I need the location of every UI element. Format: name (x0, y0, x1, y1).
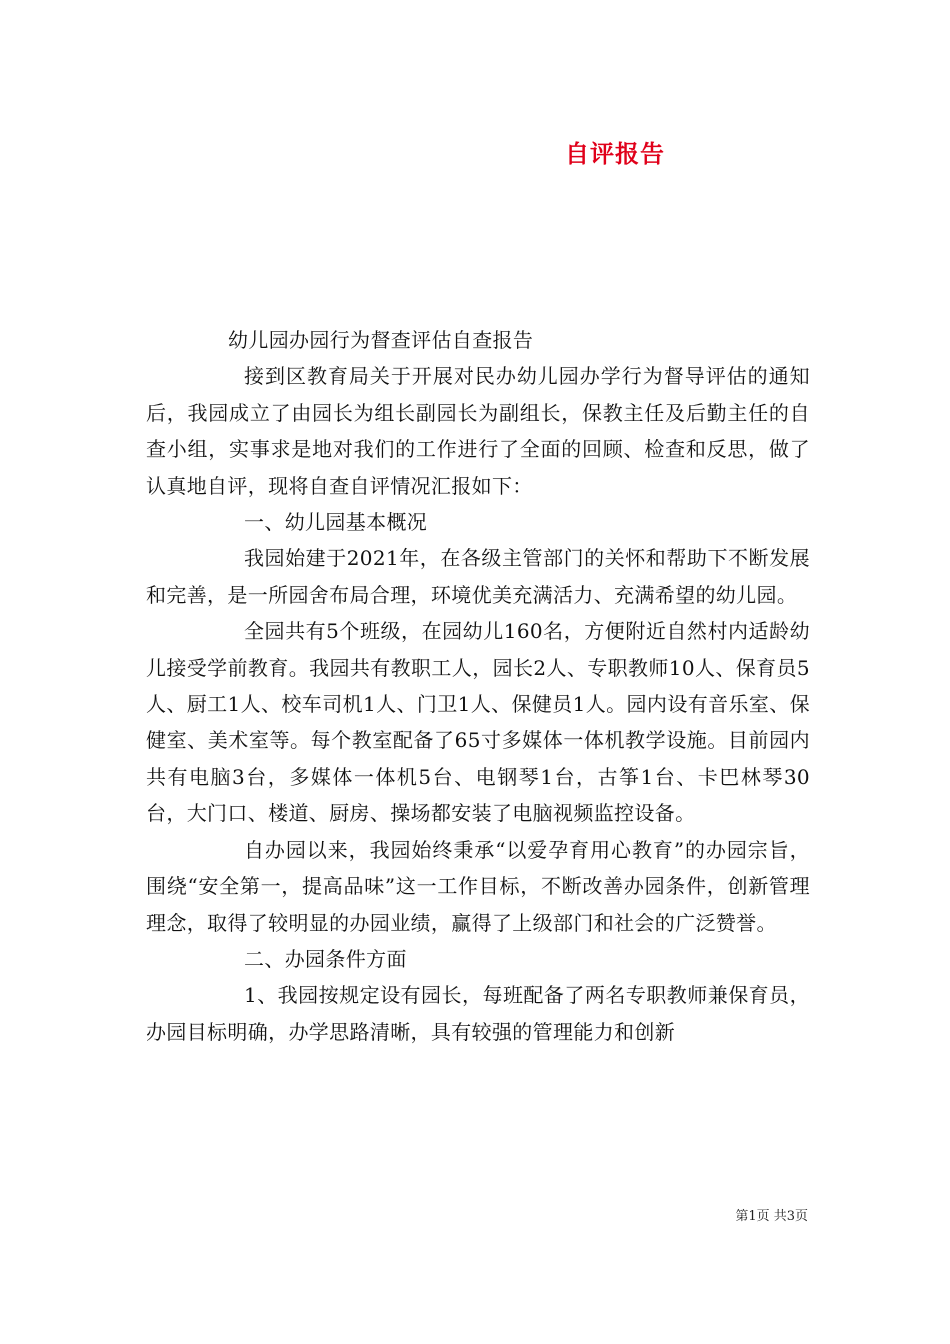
header-title: 自评报告 (565, 139, 665, 168)
page-number: 第1页 共3页 (735, 1209, 808, 1224)
section-2-heading: 二、办园条件方面 (244, 946, 407, 971)
section-1-heading: 一、幼儿园基本概况 (244, 510, 428, 535)
section-2-paragraph-1: 1、我园按规定设有园长，每班配备了两名专职教师兼保育员，办园目标明确，办学思路清晰，具有较强的管理能力和创新 (146, 983, 810, 1044)
section-1-paragraph-2: 全园共有5个班级，在园幼儿160名，方便附近自然村内适龄幼儿接受学前教育。我园共有教职工人，园长2人、专职教师10人、保育员5人、厨工1人、校车司机1人、门卫1人、保健员1人。园内设有音乐室、保健室、美术室等。每个教室配备了65寸多媒体一体机教学设施。目前园内共有电脑3台，多媒体一体机5台、电钢琴1台，古筝1台、卡巴林琴30台，大门口、楼道、厨房、操场都安装了电脑视频监控设备。 (146, 619, 810, 826)
document-body (146, 322, 810, 1050)
section-1-paragraph-3: 自办园以来，我园始终秉承“以爱孕育用心教育”的办园宗旨，围绕“安全第一，提高品味”这一工作目标，不断改善办园条件，创新管理理念，取得了较明显的办园业绩，赢得了上级部门和社会的广泛赞誉。 (146, 837, 810, 935)
document-title: 幼儿园办园行为督查评估自查报告 (228, 328, 534, 352)
section-1-paragraph-1: 我园始建于2021年，在各级主管部门的关怀和帮助下不断发展和完善，是一所园舍布局合理，环境优美充满活力、充满希望的幼儿园。 (146, 546, 810, 607)
intro-paragraph: 接到区教育局关于开展对民办幼儿园办学行为督导评估的通知后，我园成立了由园长为组长副园长为副组长，保教主任及后勤主任的自查小组，实事求是地对我们的工作进行了全面的回顾、检查和反思，做了认真地自评，现将自查自评情况汇报如下： (146, 364, 810, 498)
